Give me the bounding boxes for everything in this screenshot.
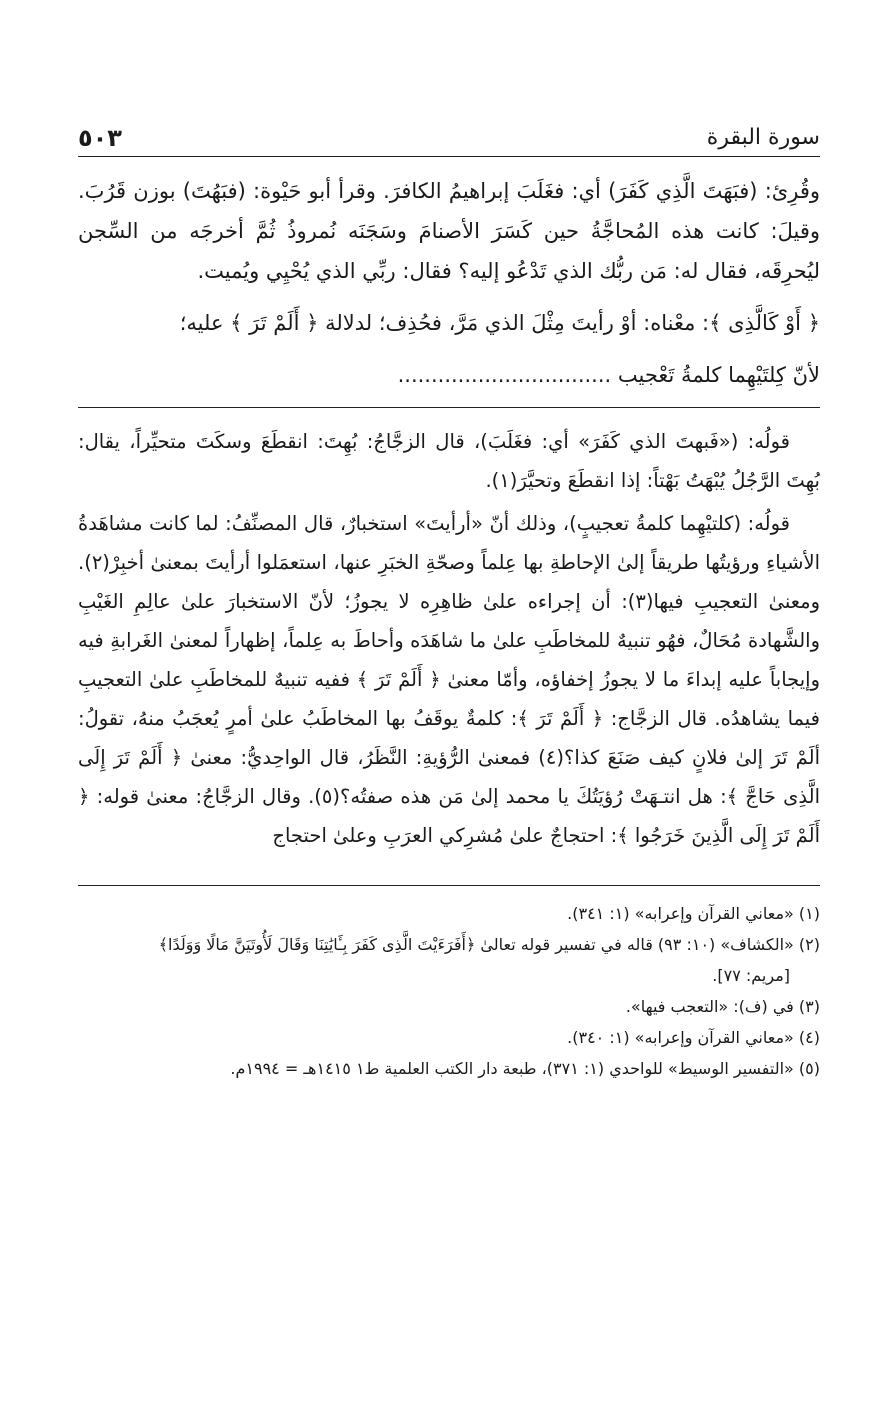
main-paragraph-1: وقُرِئ: (فبَهَتَ الَّذِي كَفَرَ) أي: فغَلَبَ إبراهيمُ الكافرَ. وقرأ أبو حَيْوة: (فبَهُتَ) بوزن قَرُبَ. وقيلَ: كانت هذه المُحاجَّةُ حين كَسَرَ الأصنامَ وسَجَنَه نُمروذُ ثُمَّ أخرجَه من السِّجن ليُحرِقَه، فقال له: مَن ربُّك الذي تَدْعُو إليه؟ فقال: ربِّي الذي يُحْيِي ويُميت. — [78, 179, 820, 283]
continuation-dots: ................................ — [397, 363, 612, 387]
footnote-2: (٢) «الكشاف» (١٠: ٩٣) قاله في تفسير قوله تعالىٰ ﴿أَفَرَءَيْتَ الَّذِى كَفَرَ بِـَٔايَٰتِنَا وَقَالَ لَأُوتَيَنَّ مَالًا وَوَلَدًا﴾ — [158, 935, 820, 954]
main-text — [78, 171, 820, 395]
main-paragraph-2-end — [78, 355, 820, 395]
main-paragraph-2: ﴿ أَوْ كَالَّذِى ﴾: معْناه: أوْ رأيتَ مِثْلَ الذي مَرَّ، فحُذِف؛ لدلالة ﴿ أَلَمْ تَرَ ﴾ عليه؛ — [179, 311, 820, 335]
footnote-5: (٥) «التفسير الوسيط» للواحدي (١: ٣٧١)، طبعة دار الكتب العلمية ط١ ١٤١٥هـ = ١٩٩٤م. — [230, 1059, 820, 1078]
document-page — [78, 112, 820, 1084]
footnotes — [78, 898, 820, 1084]
commentary-paragraph-2: قولُه: (كلتيْهِما كلمةُ تعجيبٍ)، وذلك أنّ «أرأيتَ» استخبارٌ، قال المصنِّفُ: لما كانت مشاهَدةُ الأشياءِ ورؤيتُها طريقاً إلىٰ الإحاطةِ بها عِلماً وصحّةِ الخبَرِ عنها، استعمَلوا أرأيتَ بمعنىٰ أخبِرْ(٢). ومعنىٰ التعجيبِ فيها(٣): أن إجراءه علىٰ ظاهِرِه لا يجوزُ؛ لأنّ الاستخبارَ علىٰ عالِمِ الغَيْبِ والشَّهادة مُحَالٌ، فهُو تنبيهٌ للمخاطَبِ علىٰ ما شاهَدَه وأحاطَ به عِلماً، إظهاراً لمعنىٰ الغَرابةِ فيه وإيجاباً عليه إبداءَ ما لا يجوزُ إخفاؤه، وأمّا معنىٰ ﴿ أَلَمْ تَرَ ﴾ ففيه تنبيهٌ للمخاطَبِ علىٰ التعجيبِ فيما يشاهدُه. قال الزجَّاج: ﴿ أَلَمْ تَرَ ﴾: كلمةٌ يوقَفُ بها المخاطَبُ علىٰ أمرٍ يُعجَبُ منهُ، تقولُ: ألَمْ تَرَ إلىٰ فلانٍ كيف صَنَعَ كذا؟(٤) فمعنىٰ الرُّؤيةِ: النَّظَرُ، قال الواحِديُّ: معنىٰ ﴿ أَلَمْ تَرَ إِلَى الَّذِى حَاجَّ ﴾: هل انتـهَتْ رُؤيَتُكَ يا محمد إلىٰ مَن هذه صفتُه؟(٥). وقال الزجَّاجُ: معنىٰ قوله: ﴿ أَلَمْ تَرَ إِلَى الَّذِينَ خَرَجُوا ﴾: احتجاجٌ علىٰ مُشرِكي العرَبِ وعلىٰ احتجاج — [78, 512, 820, 847]
footnote-3: (٣) في (ف): «التعجب فيها». — [625, 997, 820, 1016]
page-number: ٥٠٣ — [78, 124, 122, 152]
main-paragraph-2-end-text: لأنّ كِلتَيْهِما كلمةُ تَعْجيب — [617, 363, 820, 387]
footnote-divider — [78, 885, 820, 886]
commentary-paragraph-1: قولُه: («فَبهتَ الذي كَفَرَ» أي: فغَلَبَ)، قال الزجَّاجُ: بُهِتَ: انقطَعَ وسكَتَ متحيِّراً، يقال: بُهِتَ الرَّجُلُ يُبْهَتُ بَهْتاً: إذا انقطَعَ وتحيَّرَ(١). — [78, 430, 820, 492]
page-header — [78, 112, 820, 157]
commentary-text — [78, 422, 820, 855]
footnote-1: (١) «معاني القرآن وإعرابه» (١: ٣٤١). — [567, 904, 820, 923]
footnote-2-continuation: [مريم: ٧٧]. — [712, 966, 790, 985]
commentary-divider — [78, 407, 820, 408]
footnote-4: (٤) «معاني القرآن وإعرابه» (١: ٣٤٠). — [567, 1028, 820, 1047]
running-title: سورة البقرة — [706, 125, 820, 150]
